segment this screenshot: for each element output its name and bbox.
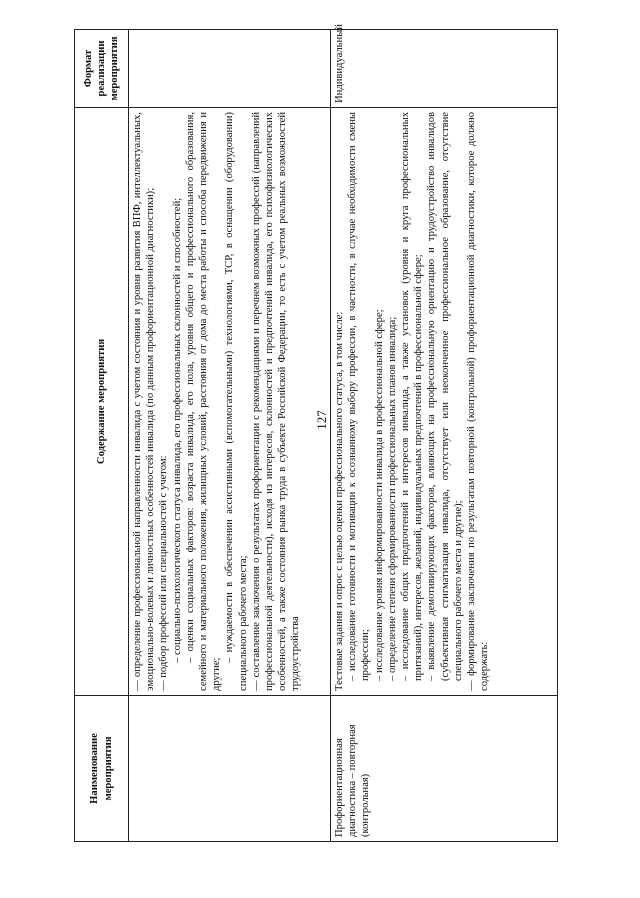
list-item: — определение профессиональной направленности инвалида с учетом состояния и уровня развития ВПФ, интеллектуальных, эмоционально-волевых и личностных особенностей инвалида (по данным профориентационной диагностики); bbox=[132, 112, 157, 691]
list-item: Тестовые задания и опрос с целью оценки профессионального статуса, в том числе: bbox=[334, 311, 345, 691]
row2-name-cell: Профориентационная диагностика – повторная (контрольная) bbox=[331, 696, 558, 842]
row2-content-cell bbox=[331, 108, 558, 696]
list-item: – оценки социальных факторов: возраста инвалида, его пола, уровня общего и профессионального образования, семейного и материального положения, жилищных условий, расстояния от дома до места работы и способа передвижения и другие; bbox=[184, 112, 223, 691]
list-item: — составление заключения о результатах профориентации с рекомендациями и перечнем возможных профессий (направлений профессиональной деятельности), исходя из интересов, склонностей и предпочтений инвалида, его психофизиологических особенностей, а также состояния рынка труда в субъекте Российской Федерации, то есть с учетом реальных возможностей трудоустройства bbox=[250, 112, 302, 691]
table-row bbox=[129, 30, 331, 842]
rotated-page-content bbox=[74, 24, 557, 842]
header-format: Формат реализации мероприятия bbox=[75, 30, 129, 108]
row1-format-cell bbox=[129, 30, 331, 108]
list-item: – исследование уровня информированности инвалида в профессиональной сфере; bbox=[373, 309, 385, 681]
table-row bbox=[331, 30, 558, 842]
row1-content-cell bbox=[129, 108, 331, 696]
list-item: — подбор профессий или специальностей с учетом: bbox=[158, 455, 170, 691]
list-item: – исследование общих предпочтений и интересов инвалида, а также установок (уровня и круга профессиональных притязаний), интересов, желаний, индивидуальных предпочтений в профессиональной сфере; bbox=[400, 112, 425, 681]
row2-format-cell: Индивидуальный bbox=[331, 30, 558, 108]
list-item: – исследование готовности и мотивации к осознанному выбору профессии, в частности, в случае необходимости смены профессии; bbox=[347, 112, 372, 681]
list-item: — формирование заключения по результатам повторной (контрольной) профориентационной диагностики, которое должно содержать: bbox=[466, 112, 491, 691]
list-item: – выявление демотивирующих факторов, влияющих на профессиональную ориентацию и трудоустройство инвалидов (субъективная стигматизация инвалида, отсутствует или неоконченное профессиональное образование, отсутствие специального рабочего места и другие); bbox=[426, 112, 464, 681]
row1-name-cell bbox=[129, 696, 331, 842]
list-item: – определение степени сформированности профессиональных планов инвалида; bbox=[386, 316, 398, 681]
list-item: – социально-психологического статуса инвалида, его профессиональных склонностей и способностей; bbox=[171, 197, 183, 663]
page-number: 127 bbox=[314, 410, 329, 430]
list-item: – нуждаемости в обеспечении ассистивными (вспомогательными) технологиями, ТСР, в оснащении (оборудовании) специального рабочего места; bbox=[224, 112, 249, 691]
header-content: Содержание мероприятия bbox=[75, 108, 129, 696]
table-header-row bbox=[75, 30, 129, 842]
header-name: Наименование мероприятия bbox=[75, 696, 129, 842]
measures-table bbox=[74, 24, 558, 842]
